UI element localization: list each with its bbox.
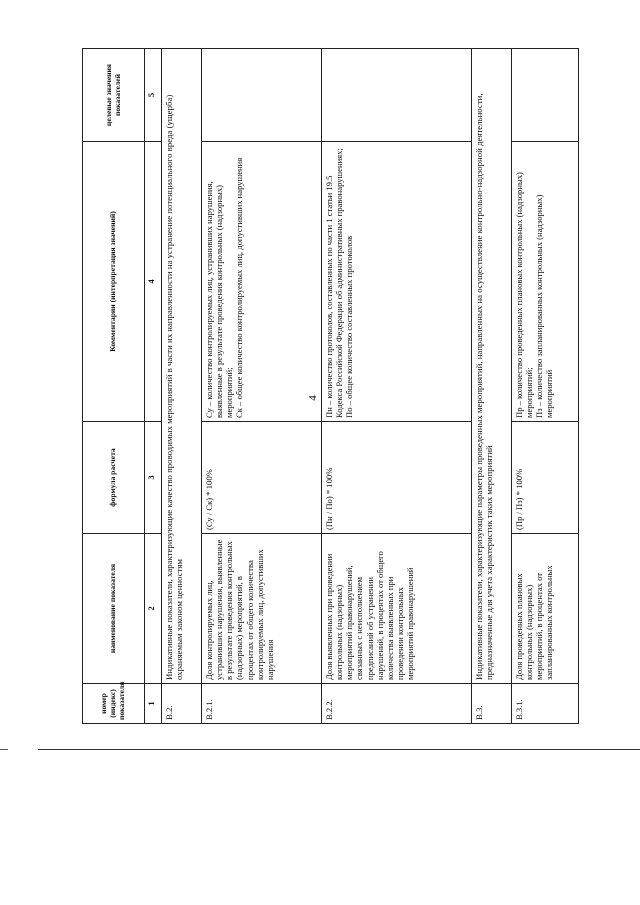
section-index: В.3. <box>472 684 512 724</box>
row-name: Доля контролируемых лиц, устранивших нарушения, выявленные в результате проведения контрольных (надзорных) мероприятий, в процентах от общего количества контролируемых лиц, допустивших нарушения <box>202 534 322 684</box>
row-comment <box>202 142 322 422</box>
row-target <box>202 49 322 142</box>
row-comment <box>512 142 579 422</box>
comment-line: Пр – количество проведенных плановых контрольных (надзорных) мероприятий; <box>514 172 535 418</box>
column-number: 5 <box>145 49 162 142</box>
section-text: Индикативные показатели, характеризующие параметры проведенных мероприятий, направленных на осуществление контрольно-надзорной деятельности, предназначенные для учета характеристик таких мероприятий <box>472 49 512 684</box>
indicators-table <box>82 48 579 724</box>
column-number: 3 <box>145 422 162 534</box>
header-index: номер (индекс) показателя <box>83 684 145 724</box>
table-row-b22 <box>322 49 472 724</box>
comment-line: По – общее количество составленных протоколов <box>344 235 355 418</box>
comment-line: Ск – общее количество контролируемых лиц, допустивших нарушения <box>234 157 245 418</box>
section-row-b2 <box>162 49 202 724</box>
row-index: В.2.1. <box>202 684 322 724</box>
header-name: наименование показателя <box>83 534 145 684</box>
section-index: В.2. <box>162 684 202 724</box>
rotated-table-container <box>82 49 578 724</box>
row-target <box>512 49 579 142</box>
comment-line: Пн – количество протоколов, составленных по части 1 статьи 19.5 Кодекса Российской Федерации об административных правонарушениях; <box>324 148 345 418</box>
section-text: Индикативные показатели, характеризующие качество проводимых мероприятий в части их направленности на устранение потенциального вреда (ущерба) охраняемым законом ценностям <box>162 49 202 684</box>
page-divider-left <box>0 749 8 750</box>
page-divider <box>38 749 640 750</box>
table-row-b31 <box>512 49 579 724</box>
comment-line: Пз – количество запланированных контрольных (надзорных) мероприятий <box>534 194 555 418</box>
row-target <box>322 49 472 142</box>
header-comment: Комментарии (интерпретация значений) <box>83 142 145 422</box>
table-row-b21 <box>202 49 322 724</box>
column-number: 1 <box>145 684 162 724</box>
row-name: Доля проведенных плановых контрольных (надзорных) мероприятий, в процентах от запланированных контрольных <box>512 534 579 684</box>
row-index: В.2.2. <box>322 684 472 724</box>
header-row <box>83 49 145 724</box>
row-index: В.3.1. <box>512 684 579 724</box>
column-number: 4 <box>145 142 162 422</box>
row-name: Доля выявленных при проведении контрольных (надзорных) мероприятий правонарушений, связанных с неисполнением предписаний об устранении нарушений, в процентах от общего количества выявленных при проведении контрольных мероприятий правонарушений <box>322 534 472 684</box>
header-formula: формула расчета <box>83 422 145 534</box>
page-number: 4 <box>306 395 319 401</box>
section-row-b3 <box>472 49 512 724</box>
row-formula: (Су / Ск) * 100% <box>202 422 322 534</box>
header-target: целевые значения показателей <box>83 49 145 142</box>
column-number-row <box>145 49 162 724</box>
row-comment <box>322 142 472 422</box>
comment-line: Су – количество контролируемых лиц, устранивших нарушения, выявленные в результате проведения контрольных (надзорных) мероприятий; <box>204 181 235 418</box>
column-number: 2 <box>145 534 162 684</box>
row-formula: (Пр / Пз) * 100% <box>512 422 579 534</box>
row-formula: (Пн / По) * 100% <box>322 422 472 534</box>
